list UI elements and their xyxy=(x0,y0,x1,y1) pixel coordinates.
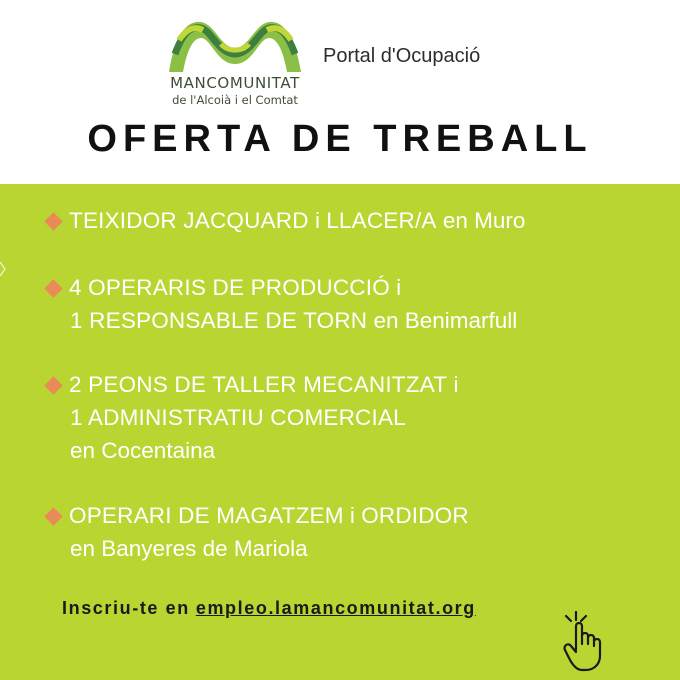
portal-label: Portal d'Ocupació xyxy=(323,45,481,67)
hand-pointer-icon xyxy=(562,606,626,676)
offer-line xyxy=(44,204,525,237)
offer-line xyxy=(44,401,458,434)
diamond-bullet-icon xyxy=(44,507,62,525)
offer-line xyxy=(44,434,458,467)
signup-cta xyxy=(62,598,476,619)
job-title: LLACER/A xyxy=(326,208,437,233)
job-location: en Cocentaina xyxy=(70,438,216,463)
job-title: TEIXIDOR JACQUARD xyxy=(69,208,309,233)
offer-line xyxy=(44,368,458,401)
cta-prefix: Inscriu-te en xyxy=(62,598,190,618)
page-title: OFERTA DE TREBALL xyxy=(87,118,593,160)
header xyxy=(0,0,680,184)
connector-text: i xyxy=(389,275,402,300)
connector-text: i xyxy=(308,208,327,233)
offer-line xyxy=(44,271,517,304)
diamond-bullet-icon xyxy=(44,376,62,394)
job-offer-2 xyxy=(44,271,517,337)
job-title: 1 RESPONSABLE DE TORN xyxy=(70,308,368,333)
offer-line xyxy=(44,304,517,337)
org-subtitle: de l'Alcoià i el Comtat xyxy=(172,93,298,107)
job-title: 1 ADMINISTRATIU COMERCIAL xyxy=(70,405,406,430)
job-location: en Banyeres de Mariola xyxy=(70,536,308,561)
job-location: en Muro xyxy=(436,208,526,233)
job-offer-3 xyxy=(44,368,458,467)
job-location: en Benimarfull xyxy=(367,308,518,333)
job-title: 4 OPERARIS DE PRODUCCIÓ xyxy=(69,275,390,300)
org-name: MANCOMUNITAT xyxy=(170,74,300,92)
edge-mark-icon xyxy=(0,262,6,276)
mancomunitat-logo-icon xyxy=(165,14,305,76)
diamond-bullet-icon xyxy=(44,279,62,297)
job-offer-4 xyxy=(44,499,469,565)
job-title: 2 PEONS DE TALLER MECANITZAT xyxy=(69,372,448,397)
offer-line xyxy=(44,532,469,565)
job-offer-1 xyxy=(44,204,525,237)
connector-text: i xyxy=(343,503,362,528)
diamond-bullet-icon xyxy=(44,212,62,230)
job-title: ORDIDOR xyxy=(361,503,469,528)
offer-line xyxy=(44,499,469,532)
job-title: OPERARI DE MAGATZEM xyxy=(69,503,344,528)
connector-text: i xyxy=(447,372,459,397)
signup-link[interactable]: empleo.lamancomunitat.org xyxy=(195,598,476,618)
